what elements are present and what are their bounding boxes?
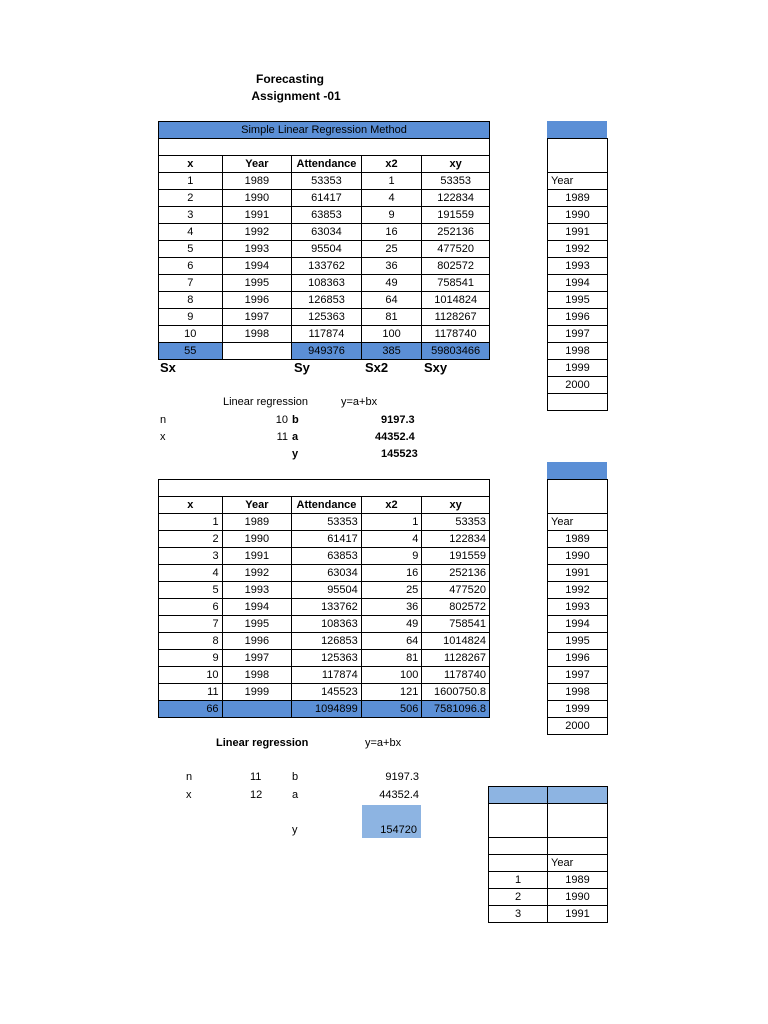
total-cell: 59803466 — [422, 343, 490, 360]
cell: 133762 — [292, 599, 362, 616]
cell: 121 — [361, 684, 422, 701]
list-item: 1991 — [548, 224, 608, 241]
side-panel-2 — [547, 479, 608, 735]
cell: 1 — [159, 173, 223, 190]
cell: 4 — [159, 224, 223, 241]
table-row — [159, 275, 490, 292]
total-cell: 949376 — [292, 343, 362, 360]
column-header: xy — [422, 497, 490, 514]
cell: 9 — [159, 309, 223, 326]
regression-1-equation: y=a+bx — [341, 396, 378, 408]
total-cell — [222, 701, 292, 718]
cell: 758541 — [422, 616, 490, 633]
table-row — [159, 650, 490, 667]
column-header: Attendance — [292, 497, 362, 514]
cell: 117874 — [292, 667, 362, 684]
title-line-1: Forecasting — [255, 72, 324, 86]
cell: 9 — [159, 650, 223, 667]
cell: 1128267 — [422, 650, 490, 667]
regression-2-y-value: 154720 — [380, 824, 417, 836]
regression-1-y-value: 145523 — [381, 448, 418, 460]
regression-2-equation: y=a+bx — [365, 737, 402, 749]
column-header: x2 — [361, 497, 422, 514]
cell: 36 — [361, 258, 422, 275]
total-cell: 506 — [361, 701, 422, 718]
cell: 4 — [361, 190, 422, 207]
cell: 1 — [159, 514, 223, 531]
cell: 95504 — [292, 582, 362, 599]
regression-2-a-value: 44352.4 — [379, 789, 419, 801]
table-row — [159, 616, 490, 633]
cell: 7 — [159, 616, 223, 633]
regression-table-2 — [158, 479, 490, 718]
cell: 1992 — [222, 224, 292, 241]
cell: 191559 — [422, 207, 490, 224]
cell: 802572 — [422, 258, 490, 275]
regression-2-b-label: b — [292, 771, 299, 783]
cell: 1994 — [222, 258, 292, 275]
cell: 63853 — [292, 207, 362, 224]
regression-1-a-label: a — [292, 431, 299, 443]
cell: 1990 — [222, 190, 292, 207]
table-row — [159, 548, 490, 565]
cell: 1990 — [548, 889, 608, 906]
cell: 95504 — [292, 241, 362, 258]
cell: 145523 — [292, 684, 362, 701]
list-item: 2000 — [548, 377, 608, 394]
regression-1-n-value: 10 — [275, 414, 288, 426]
cell: 108363 — [292, 616, 362, 633]
regression-1-x-label: x — [160, 431, 166, 443]
cell: 108363 — [292, 275, 362, 292]
regression-2-x-label: x — [186, 789, 192, 801]
cell: 53353 — [422, 173, 490, 190]
column-header: xy — [422, 156, 490, 173]
table-row — [159, 258, 490, 275]
table-row — [159, 190, 490, 207]
cell: 11 — [159, 684, 223, 701]
cell: 191559 — [422, 548, 490, 565]
cell: 802572 — [422, 599, 490, 616]
column-header: x — [159, 156, 223, 173]
cell: 63034 — [292, 565, 362, 582]
year-label: Year — [548, 855, 608, 872]
cell: 16 — [361, 565, 422, 582]
table-row — [489, 906, 608, 923]
regression-2-y-label: y — [292, 824, 298, 836]
table-2-totals-row — [159, 701, 490, 718]
cell: 100 — [361, 667, 422, 684]
cell: 1991 — [222, 207, 292, 224]
regression-2-title: Linear regression — [216, 737, 309, 749]
list-item: 1996 — [548, 650, 608, 667]
cell: 117874 — [292, 326, 362, 343]
cell: 4 — [159, 565, 223, 582]
regression-1-title: Linear regression — [223, 396, 308, 408]
regression-2-b-value: 9197.3 — [385, 771, 419, 783]
list-item: 1999 — [548, 701, 608, 718]
cell: 64 — [361, 633, 422, 650]
cell: 6 — [159, 599, 223, 616]
side-panel-3 — [488, 786, 608, 923]
regression-table-1 — [158, 121, 490, 360]
table-row — [159, 173, 490, 190]
cell: 1989 — [222, 173, 292, 190]
cell: 53353 — [292, 514, 362, 531]
total-cell: 7581096.8 — [422, 701, 490, 718]
cell: 7 — [159, 275, 223, 292]
list-item: 1999 — [548, 360, 608, 377]
list-item: 1990 — [548, 207, 608, 224]
cell: 49 — [361, 616, 422, 633]
list-item: 1997 — [548, 326, 608, 343]
cell: 4 — [361, 531, 422, 548]
title-line-2: Assignment -01 — [251, 89, 341, 103]
cell: 6 — [159, 258, 223, 275]
cell: 61417 — [292, 190, 362, 207]
cell: 1993 — [222, 582, 292, 599]
list-item: 1995 — [548, 633, 608, 650]
table-row — [159, 633, 490, 650]
cell: 1992 — [222, 565, 292, 582]
cell: 3 — [159, 207, 223, 224]
table-row — [159, 326, 490, 343]
table-row — [159, 207, 490, 224]
cell: 2 — [159, 190, 223, 207]
cell: 126853 — [292, 292, 362, 309]
cell: 64 — [361, 292, 422, 309]
cell: 25 — [361, 241, 422, 258]
cell: 252136 — [422, 224, 490, 241]
year-label: Year — [548, 514, 608, 531]
regression-1-x-value: 11 — [276, 431, 288, 443]
sum-x-label: Sx — [160, 360, 176, 375]
table-row — [159, 531, 490, 548]
list-item: 2000 — [548, 718, 608, 735]
cell: 122834 — [422, 531, 490, 548]
table-1-header-row — [159, 156, 490, 173]
total-cell: 1094899 — [292, 701, 362, 718]
regression-1-y-label: y — [292, 448, 299, 460]
cell: 477520 — [422, 241, 490, 258]
column-header: Year — [222, 156, 292, 173]
table-row — [159, 667, 490, 684]
total-cell: 385 — [361, 343, 422, 360]
cell: 133762 — [292, 258, 362, 275]
cell: 5 — [159, 582, 223, 599]
cell: 10 — [159, 326, 223, 343]
cell: 125363 — [292, 309, 362, 326]
cell: 53353 — [292, 173, 362, 190]
cell: 252136 — [422, 565, 490, 582]
table-row — [159, 292, 490, 309]
list-item: 1993 — [548, 258, 608, 275]
table-2-header-row — [159, 497, 490, 514]
table-row — [489, 889, 608, 906]
regression-1-b-value: 9197.3 — [381, 414, 415, 426]
cell: 1996 — [222, 633, 292, 650]
list-item: 1996 — [548, 309, 608, 326]
list-item: 1991 — [548, 565, 608, 582]
list-item: 1995 — [548, 292, 608, 309]
cell: 36 — [361, 599, 422, 616]
table-row — [159, 599, 490, 616]
cell: 126853 — [292, 633, 362, 650]
cell: 1998 — [222, 667, 292, 684]
cell: 8 — [159, 633, 223, 650]
table-row — [489, 872, 608, 889]
cell: 1990 — [222, 531, 292, 548]
cell: 1996 — [222, 292, 292, 309]
cell: 1998 — [222, 326, 292, 343]
list-item: 1998 — [548, 343, 608, 360]
table-1-title: Simple Linear Regression Method — [159, 122, 490, 139]
side-panel-1-header — [547, 121, 607, 138]
cell: 1600750.8 — [422, 684, 490, 701]
cell: 1178740 — [422, 667, 490, 684]
cell: 16 — [361, 224, 422, 241]
cell: 1995 — [222, 275, 292, 292]
cell: 1014824 — [422, 633, 490, 650]
cell: 100 — [361, 326, 422, 343]
cell: 9 — [361, 207, 422, 224]
cell: 1991 — [222, 548, 292, 565]
total-cell: 55 — [159, 343, 223, 360]
side-panel-2-header — [547, 462, 607, 479]
list-item: 1989 — [548, 531, 608, 548]
table-row — [159, 309, 490, 326]
cell: 1 — [489, 872, 548, 889]
cell: 3 — [489, 906, 548, 923]
column-header: x2 — [361, 156, 422, 173]
cell: 3 — [159, 548, 223, 565]
cell: 125363 — [292, 650, 362, 667]
list-item: 1989 — [548, 190, 608, 207]
regression-2-a-label: a — [292, 789, 299, 801]
table-row — [159, 514, 490, 531]
cell: 63853 — [292, 548, 362, 565]
table-row — [159, 224, 490, 241]
list-item: 1998 — [548, 684, 608, 701]
cell: 1014824 — [422, 292, 490, 309]
cell: 63034 — [292, 224, 362, 241]
cell: 25 — [361, 582, 422, 599]
regression-1-n-label: n — [160, 414, 167, 426]
table-1-totals-row — [159, 343, 490, 360]
cell: 1999 — [222, 684, 292, 701]
list-item: 1993 — [548, 599, 608, 616]
sum-x2-label: Sx2 — [365, 360, 389, 375]
cell: 477520 — [422, 582, 490, 599]
cell: 1 — [361, 173, 422, 190]
cell: 1997 — [222, 309, 292, 326]
year-label: Year — [548, 173, 608, 190]
cell: 1989 — [548, 872, 608, 889]
cell: 49 — [361, 275, 422, 292]
cell: 1994 — [222, 599, 292, 616]
column-header: Attendance — [292, 156, 362, 173]
cell: 1993 — [222, 241, 292, 258]
total-cell: 66 — [159, 701, 223, 718]
cell: 10 — [159, 667, 223, 684]
list-item: 1997 — [548, 667, 608, 684]
total-cell — [222, 343, 292, 360]
cell: 1128267 — [422, 309, 490, 326]
cell: 1991 — [548, 906, 608, 923]
table-row — [159, 684, 490, 701]
table-row — [159, 241, 490, 258]
cell: 9 — [361, 548, 422, 565]
regression-2-n-value: 11 — [250, 771, 262, 783]
cell: 1178740 — [422, 326, 490, 343]
sum-y-label: Sy — [294, 360, 310, 375]
cell: 61417 — [292, 531, 362, 548]
regression-1-b-label: b — [292, 414, 299, 426]
regression-2-n-label: n — [186, 771, 193, 783]
list-item: 1990 — [548, 548, 608, 565]
cell: 81 — [361, 650, 422, 667]
cell: 1995 — [222, 616, 292, 633]
regression-1-a-value: 44352.4 — [375, 431, 415, 443]
column-header: x — [159, 497, 223, 514]
list-item: 1992 — [548, 582, 608, 599]
list-item: 1994 — [548, 616, 608, 633]
cell: 122834 — [422, 190, 490, 207]
cell: 2 — [159, 531, 223, 548]
cell: 758541 — [422, 275, 490, 292]
list-item: 1992 — [548, 241, 608, 258]
regression-2-x-value: 12 — [250, 789, 263, 801]
cell: 53353 — [422, 514, 490, 531]
cell: 5 — [159, 241, 223, 258]
sum-xy-label: Sxy — [424, 360, 448, 375]
side-panel-1 — [547, 138, 608, 411]
cell: 81 — [361, 309, 422, 326]
cell: 2 — [489, 889, 548, 906]
table-row — [159, 565, 490, 582]
cell: 1989 — [222, 514, 292, 531]
cell: 1997 — [222, 650, 292, 667]
cell: 1 — [361, 514, 422, 531]
list-item: 1994 — [548, 275, 608, 292]
column-header: Year — [222, 497, 292, 514]
cell: 8 — [159, 292, 223, 309]
table-row — [159, 582, 490, 599]
